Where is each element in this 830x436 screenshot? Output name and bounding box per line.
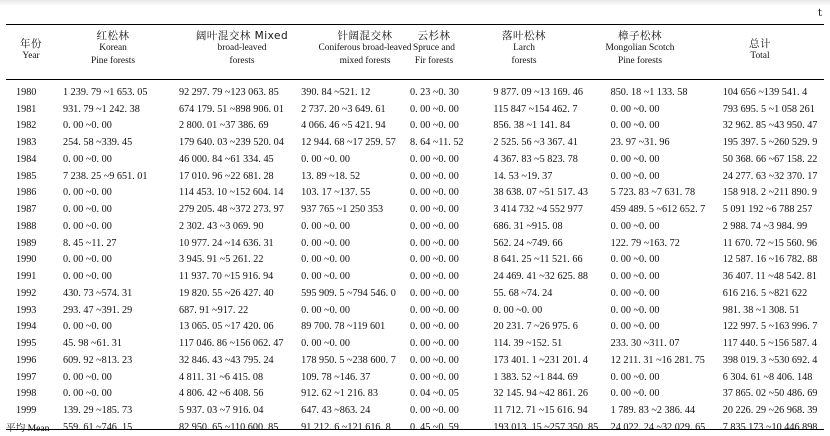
- coniferous-broadleaved-cell: 0. 00 ~0. 00: [301, 338, 350, 350]
- header-coniferous-broadleaved-en1: Coniferous broad-leaved: [318, 43, 412, 54]
- year-cell: 1997: [16, 371, 37, 383]
- korean-pine-cell: 8. 45 ~11. 27: [62, 237, 117, 249]
- mixed-broadleaved-cell: 4 811. 31 ~6 415. 08: [178, 371, 264, 383]
- header-korean-pine-en2: Pine forests: [90, 55, 135, 66]
- larch-cell: 32 145. 94 ~42 861. 26: [493, 388, 589, 400]
- coniferous-broadleaved-cell: 0. 00 ~0. 00: [301, 271, 350, 283]
- year-cell: 1991: [16, 271, 37, 283]
- header-spruce-fir-zh: 云杉林: [417, 30, 451, 42]
- total-cell: 616 216. 5 ~821 622: [722, 287, 808, 299]
- year-cell: 1998: [16, 388, 37, 400]
- table-row: [6, 84, 830, 101]
- table-row: [6, 168, 830, 185]
- mixed-broadleaved-cell: 32 846. 43 ~43 795. 24: [178, 354, 274, 366]
- larch-cell: 856. 38 ~1 141. 84: [493, 120, 571, 132]
- korean-pine-cell: 139. 29 ~185. 73: [62, 405, 133, 417]
- spruce-fir-cell: 0. 04 ~0. 05: [409, 388, 459, 400]
- mongolian-scotch-pine-cell: 0. 00 ~0. 00: [610, 103, 660, 115]
- mixed-broadleaved-cell: 13 065. 05 ~17 420. 06: [178, 321, 274, 333]
- header-spruce-fir-en2: Fir forests: [414, 55, 454, 66]
- mean-row: [6, 419, 830, 436]
- spruce-fir-cell: 0. 00 ~0. 00: [409, 371, 459, 383]
- mongolian-scotch-pine-cell: 459 489. 5 ~612 652. 7: [610, 204, 706, 216]
- total-cell: 158 918. 2 ~211 890. 9: [722, 187, 818, 199]
- mixed-broadleaved-cell: 17 010. 96 ~22 681. 28: [178, 170, 274, 182]
- table-row: [6, 151, 830, 168]
- year-cell: 1982: [16, 120, 37, 132]
- mixed-broadleaved-cell: 2 800. 01 ~37 386. 69: [178, 120, 269, 132]
- korean-pine-cell: 1 239. 79 ~1 653. 05: [62, 86, 148, 98]
- table-row: [6, 369, 830, 386]
- korean-pine-cell: 430. 73 ~574. 31: [62, 287, 133, 299]
- top-band: [0, 0, 830, 6]
- coniferous-broadleaved-cell: 0. 00 ~0. 00: [301, 220, 350, 232]
- mixed-broadleaved-cell: 3 945. 91 ~5 261. 22: [178, 254, 264, 266]
- table-row: [6, 302, 830, 319]
- larch-cell: 4 367. 83 ~5 823. 78: [493, 153, 578, 165]
- coniferous-broadleaved-cell: 4 066. 46 ~5 421. 94: [301, 120, 386, 132]
- header-mixed-broadleaved-en1: broad-leaved: [217, 43, 267, 54]
- table-row: [6, 352, 830, 369]
- mongolian-scotch-pine-cell: 0. 00 ~0. 00: [610, 287, 660, 299]
- year-cell: 1983: [16, 137, 37, 149]
- header-coniferous-broadleaved-zh: 针阔混交林: [337, 30, 393, 42]
- header-larch-en2: forests: [511, 55, 537, 66]
- mongolian-scotch-pine-cell: 0. 00 ~0. 00: [610, 304, 660, 316]
- table-row: [6, 218, 830, 235]
- total-cell: 104 656 ~139 541. 4: [722, 86, 808, 98]
- mongolian-scotch-pine-cell: 0. 00 ~0. 00: [610, 321, 660, 333]
- header-mixed-broadleaved: [172, 30, 312, 67]
- total-cell: 50 368. 66 ~67 158. 22: [722, 153, 818, 165]
- coniferous-broadleaved-cell: 12 944. 68 ~17 259. 57: [301, 137, 396, 149]
- year-cell: 平均 Mean: [6, 423, 50, 435]
- mixed-broadleaved-cell: 179 640. 03 ~239 520. 04: [178, 137, 284, 149]
- header-total-en: Total: [750, 51, 770, 62]
- table-row: [6, 319, 830, 336]
- year-cell: 1990: [16, 254, 37, 266]
- korean-pine-cell: 0. 00 ~0. 00: [62, 371, 112, 383]
- mixed-broadleaved-cell: 114 453. 10 ~152 604. 14: [178, 187, 284, 199]
- total-cell: 20 226. 29 ~26 968. 39: [722, 405, 818, 417]
- spruce-fir-cell: 0. 00 ~0. 00: [409, 120, 459, 132]
- larch-cell: 14. 53 ~19. 37: [493, 170, 553, 182]
- larch-cell: 38 638. 07 ~51 517. 43: [493, 187, 589, 199]
- year-cell: 1996: [16, 354, 37, 366]
- year-cell: 1999: [16, 405, 37, 417]
- korean-pine-cell: 0. 00 ~0. 00: [62, 271, 112, 283]
- korean-pine-cell: 0. 00 ~0. 00: [62, 321, 112, 333]
- spruce-fir-cell: 0. 00 ~0. 00: [409, 354, 459, 366]
- total-cell: 32 962. 85 ~43 950. 47: [722, 120, 818, 132]
- table-row: [6, 386, 830, 403]
- spruce-fir-cell: 0. 00 ~0. 00: [409, 338, 459, 350]
- larch-cell: 24 469. 41 ~32 625. 88: [493, 271, 589, 283]
- coniferous-broadleaved-cell: 390. 84 ~521. 12: [301, 86, 371, 98]
- larch-cell: 114. 39 ~152. 51: [493, 338, 563, 350]
- mixed-broadleaved-cell: 19 820. 55 ~26 427. 40: [178, 287, 274, 299]
- header-mixed-broadleaved-en2: forests: [229, 55, 255, 66]
- mixed-broadleaved-cell: 11 937. 70 ~15 916. 94: [178, 271, 274, 283]
- header-mongolian-scotch-pine-en1: Mongolian Scotch: [605, 43, 675, 54]
- mongolian-scotch-pine-cell: 0. 00 ~0. 00: [610, 254, 660, 266]
- unit-label: t: [817, 8, 822, 19]
- total-cell: 2 988. 74 ~3 984. 99: [722, 220, 808, 232]
- korean-pine-cell: 609. 92 ~813. 23: [62, 354, 133, 366]
- total-cell: 7 835 173 ~10 446 898: [722, 421, 818, 433]
- total-cell: 11 670. 72 ~15 560. 96: [722, 237, 818, 249]
- table-row: [6, 252, 830, 269]
- larch-cell: 193 013. 15 ~257 350. 85: [493, 421, 599, 433]
- korean-pine-cell: 931. 79 ~1 242. 38: [62, 103, 140, 115]
- year-cell: 1981: [16, 103, 37, 115]
- coniferous-broadleaved-cell: 13. 89 ~18. 52: [301, 170, 361, 182]
- korean-pine-cell: 0. 00 ~0. 00: [62, 388, 112, 400]
- mixed-broadleaved-cell: 4 806. 42 ~6 408. 56: [178, 388, 264, 400]
- total-cell: 793 695. 5 ~1 058 261: [722, 103, 815, 115]
- total-cell: 195 397. 5 ~260 529. 9: [722, 137, 818, 149]
- coniferous-broadleaved-cell: 89 700. 78 ~119 601: [301, 321, 386, 333]
- coniferous-broadleaved-cell: 109. 78 ~146. 37: [301, 371, 371, 383]
- total-cell: 24 277. 63 ~32 370. 17: [722, 170, 818, 182]
- total-cell: 36 407. 11 ~48 542. 81: [722, 271, 818, 283]
- table-bottom-rule: [6, 429, 824, 430]
- coniferous-broadleaved-cell: 595 909. 5 ~794 546. 0: [301, 287, 396, 299]
- header-coniferous-broadleaved-en2: mixed forests: [339, 55, 391, 66]
- larch-cell: 3 414 732 ~4 552 977: [493, 204, 583, 216]
- year-cell: 1994: [16, 321, 37, 333]
- table-row: [6, 185, 830, 202]
- larch-cell: 55. 68 ~74. 24: [493, 287, 553, 299]
- korean-pine-cell: 559. 61 ~746. 15: [62, 421, 133, 433]
- mixed-broadleaved-cell: 92 297. 79 ~123 063. 85: [178, 86, 279, 98]
- table-row: [6, 285, 830, 302]
- spruce-fir-cell: 0. 23 ~0. 30: [409, 86, 459, 98]
- total-cell: 398 019. 3 ~530 692. 4: [722, 354, 818, 366]
- data-table: [6, 84, 830, 436]
- year-cell: 1988: [16, 220, 37, 232]
- spruce-fir-cell: 0. 00 ~0. 00: [409, 254, 459, 266]
- header-larch: [478, 30, 570, 67]
- coniferous-broadleaved-cell: 647. 43 ~863. 24: [301, 405, 371, 417]
- header-mongolian-scotch-pine-zh: 樟子松林: [618, 30, 662, 42]
- table-row: [6, 235, 830, 252]
- year-cell: 1980: [16, 86, 37, 98]
- header-larch-en1: Larch: [513, 43, 535, 54]
- larch-cell: 9 877. 09 ~13 169. 46: [493, 86, 583, 98]
- spruce-fir-cell: 0. 00 ~0. 00: [409, 271, 459, 283]
- larch-cell: 11 712. 71 ~15 616. 94: [493, 405, 588, 417]
- table-row: [6, 101, 830, 118]
- korean-pine-cell: 7 238. 25 ~9 651. 01: [62, 170, 148, 182]
- spruce-fir-cell: 0. 00 ~0. 00: [409, 187, 459, 199]
- spruce-fir-cell: 8. 64 ~11. 52: [409, 137, 464, 149]
- mixed-broadleaved-cell: 82 950. 65 ~110 600. 85: [178, 421, 279, 433]
- korean-pine-cell: 0. 00 ~0. 00: [62, 187, 112, 199]
- spruce-fir-cell: 0. 00 ~0. 00: [409, 103, 459, 115]
- spruce-fir-cell: 0. 00 ~0. 00: [409, 321, 459, 333]
- spruce-fir-cell: 0. 00 ~0. 00: [409, 287, 459, 299]
- korean-pine-cell: 0. 00 ~0. 00: [62, 220, 112, 232]
- header-rule: [6, 79, 824, 80]
- mongolian-scotch-pine-cell: 0. 00 ~0. 00: [610, 120, 660, 132]
- header-total-zh: 总计: [749, 38, 771, 50]
- spruce-fir-cell: 0. 00 ~0. 00: [409, 304, 459, 316]
- table-top-rule: [6, 24, 824, 25]
- year-cell: 1987: [16, 204, 37, 216]
- larch-cell: 173 401. 1 ~231 201. 4: [493, 354, 589, 366]
- spruce-fir-cell: 0. 00 ~0. 00: [409, 220, 459, 232]
- header-year-en: Year: [22, 51, 40, 62]
- year-cell: 1989: [16, 237, 37, 249]
- header-korean-pine-en1: Korean: [99, 43, 127, 54]
- coniferous-broadleaved-cell: 912. 62 ~1 216. 83: [301, 388, 378, 400]
- header-mixed-broadleaved-zh: 阔叶混交林 Mixed: [195, 30, 289, 42]
- korean-pine-cell: 0. 00 ~0. 00: [62, 204, 112, 216]
- korean-pine-cell: 0. 00 ~0. 00: [62, 120, 112, 132]
- year-cell: 1992: [16, 287, 37, 299]
- mongolian-scotch-pine-cell: 0. 00 ~0. 00: [610, 153, 660, 165]
- year-cell: 1984: [16, 153, 37, 165]
- coniferous-broadleaved-cell: 2 737. 20 ~3 649. 61: [301, 103, 386, 115]
- larch-cell: 1 383. 52 ~1 844. 69: [493, 371, 578, 383]
- year-cell: 1985: [16, 170, 37, 182]
- header-korean-pine: [58, 30, 168, 67]
- table-row: [6, 335, 830, 352]
- larch-cell: 562. 24 ~749. 66: [493, 237, 563, 249]
- header-korean-pine-zh: 红松林: [96, 30, 130, 42]
- total-cell: 37 865. 02 ~50 486. 69: [722, 388, 818, 400]
- table-row: [6, 402, 830, 419]
- coniferous-broadleaved-cell: 0. 00 ~0. 00: [301, 237, 350, 249]
- total-cell: 117 440. 5 ~156 587. 4: [722, 338, 818, 350]
- header-mongolian-scotch-pine-en2: Pine forests: [617, 55, 662, 66]
- spruce-fir-cell: 0. 00 ~0. 00: [409, 170, 459, 182]
- mongolian-scotch-pine-cell: 233. 30 ~311. 07: [610, 338, 680, 350]
- mixed-broadleaved-cell: 674 179. 51 ~898 906. 01: [178, 103, 284, 115]
- korean-pine-cell: 0. 00 ~0. 00: [62, 153, 112, 165]
- header-spruce-fir: [402, 30, 466, 67]
- mongolian-scotch-pine-cell: 0. 00 ~0. 00: [610, 371, 660, 383]
- mongolian-scotch-pine-cell: 0. 00 ~0. 00: [610, 220, 660, 232]
- mongolian-scotch-pine-cell: 0. 00 ~0. 00: [610, 271, 660, 283]
- year-cell: 1995: [16, 338, 37, 350]
- mongolian-scotch-pine-cell: 0. 00 ~0. 00: [610, 388, 660, 400]
- mongolian-scotch-pine-cell: 850. 18 ~1 133. 58: [610, 86, 688, 98]
- spruce-fir-cell: 0. 00 ~0. 00: [409, 153, 459, 165]
- year-cell: 1986: [16, 187, 37, 199]
- mongolian-scotch-pine-cell: 23. 97 ~31. 96: [610, 137, 670, 149]
- table-row: [6, 268, 830, 285]
- spruce-fir-cell: 0. 00 ~0. 00: [409, 405, 459, 417]
- korean-pine-cell: 45. 98 ~61. 31: [62, 338, 122, 350]
- spruce-fir-cell: 0. 00 ~0. 00: [409, 204, 459, 216]
- mixed-broadleaved-cell: 46 000. 84 ~61 334. 45: [178, 153, 274, 165]
- mongolian-scotch-pine-cell: 1 789. 83 ~2 386. 44: [610, 405, 696, 417]
- mixed-broadleaved-cell: 117 046. 86 ~156 062. 47: [178, 338, 284, 350]
- coniferous-broadleaved-cell: 91 212. 6 ~121 616. 8: [301, 421, 391, 433]
- larch-cell: 20 231. 7 ~26 975. 6: [493, 321, 578, 333]
- header-total: [720, 38, 800, 63]
- larch-cell: 0. 00 ~0. 00: [493, 304, 543, 316]
- header-mongolian-scotch-pine: [585, 30, 695, 67]
- total-cell: 12 587. 16 ~16 782. 88: [722, 254, 818, 266]
- table-row: [6, 201, 830, 218]
- larch-cell: 2 525. 56 ~3 367. 41: [493, 137, 578, 149]
- larch-cell: 8 641. 25 ~11 521. 66: [493, 254, 583, 266]
- total-cell: 5 091 192 ~6 788 257: [722, 204, 813, 216]
- header-year: [6, 38, 56, 63]
- korean-pine-cell: 254. 58 ~339. 45: [62, 137, 133, 149]
- korean-pine-cell: 293. 47 ~391. 29: [62, 304, 133, 316]
- header-spruce-fir-en1: Spruce and: [413, 43, 455, 54]
- larch-cell: 115 847 ~154 462. 7: [493, 103, 578, 115]
- coniferous-broadleaved-cell: 0. 00 ~0. 00: [301, 153, 350, 165]
- total-cell: 981. 38 ~1 308. 51: [722, 304, 800, 316]
- mongolian-scotch-pine-cell: 5 723. 83 ~7 631. 78: [610, 187, 696, 199]
- coniferous-broadleaved-cell: 178 950. 5 ~238 600. 7: [301, 354, 396, 366]
- coniferous-broadleaved-cell: 0. 00 ~0. 00: [301, 254, 350, 266]
- korean-pine-cell: 0. 00 ~0. 00: [62, 254, 112, 266]
- table-row: [6, 118, 830, 135]
- total-cell: 6 304. 61 ~8 406. 148: [722, 371, 813, 383]
- mixed-broadleaved-cell: 279 205. 48 ~372 273. 97: [178, 204, 284, 216]
- header-larch-zh: 落叶松林: [502, 30, 546, 42]
- mongolian-scotch-pine-cell: 122. 79 ~163. 72: [610, 237, 680, 249]
- year-cell: 1993: [16, 304, 37, 316]
- mixed-broadleaved-cell: 687. 91 ~917. 22: [178, 304, 249, 316]
- header-year-zh: 年份: [20, 38, 42, 50]
- mongolian-scotch-pine-cell: 0. 00 ~0. 00: [610, 170, 660, 182]
- total-cell: 122 997. 5 ~163 996. 7: [722, 321, 818, 333]
- coniferous-broadleaved-cell: 937 765 ~1 250 353: [301, 204, 384, 216]
- mongolian-scotch-pine-cell: 24 022. 24 ~32 029. 65: [610, 421, 706, 433]
- coniferous-broadleaved-cell: 0. 00 ~0. 00: [301, 304, 350, 316]
- spruce-fir-cell: 0. 00 ~0. 00: [409, 237, 459, 249]
- spruce-fir-cell: 0. 45 ~0. 59: [409, 421, 459, 433]
- mixed-broadleaved-cell: 2 302. 43 ~3 069. 90: [178, 220, 264, 232]
- mixed-broadleaved-cell: 5 937. 03 ~7 916. 04: [178, 405, 264, 417]
- table-row: [6, 134, 830, 151]
- coniferous-broadleaved-cell: 103. 17 ~137. 55: [301, 187, 371, 199]
- mongolian-scotch-pine-cell: 12 211. 31 ~16 281. 75: [610, 354, 705, 366]
- larch-cell: 686. 31 ~915. 08: [493, 220, 563, 232]
- mixed-broadleaved-cell: 10 977. 24 ~14 636. 31: [178, 237, 274, 249]
